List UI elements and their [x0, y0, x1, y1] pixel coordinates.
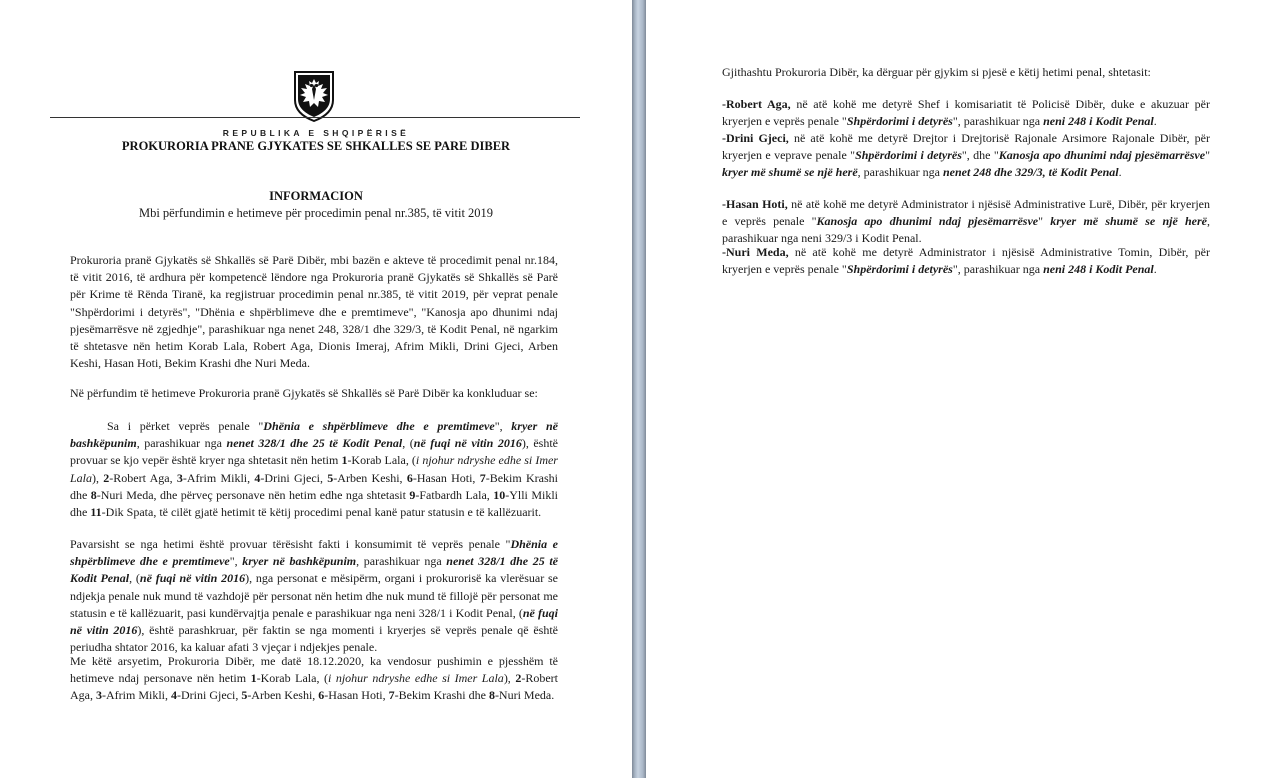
page-gutter	[632, 0, 646, 778]
paragraph-finding: Sa i përket veprës penale "Dhënia e shpërblimeve dhe e premtimeve", kryer në bashkëpunim, parashikuar nga nenet 328/1 dhe 25 të Kodit Penal, (në fuqi në vitin 2016), është provuar se kjo vepër është kryer nga shtetasit nën hetim 1-Korab Lala, (i njohur ndryshe edhe si Imer Lala), 2-Robert Aga, 3-Afrim Mikli, 4-Drini Gjeci, 5-Arben Keshi, 6-Hasan Hoti, 7-Bekim Krashi dhe 8-Nuri Meda, dhe përveç personave nën hetim edhe nga shtetasit 9-Fatbardh Lala, 10-Ylli Mikli dhe 11-Dik Spata, të cilët gjatë hetimit të këtij procedimi penal kanë patur statusin e të kallëzuarit.	[70, 419, 559, 520]
paragraph-decision: Me këtë arsyetim, Prokuroria Dibër, me datë 18.12.2020, ka vendosur pushimin e pjesshëm të hetimeve ndaj personave nën hetim 1-Korab Lala, (i njohur ndryshe edhe si Imer Lala), 2-Robert Aga, 3-Afrim Mikli, 4-Drini Gjeci, 5-Arben Keshi, 6-Hasan Hoti, 7-Bekim Krashi dhe 8-Nuri Meda.	[70, 654, 558, 703]
header-divider	[50, 117, 580, 118]
paragraph-prescription: Pavarsisht se nga hetimi është provuar tërësisht fakti i konsumimit të veprës penale "Dhënia e shpërblimeve dhe e premtimeve", kryer në bashkëpunim, parashikuar nga nenet 328/1 dhe 25 të Kodit Penal, (në fuqi në vitin 2016), nga personat e mësipërm, organi i prokurorisë ka vlerësuar se ndjekja penale nuk mund të vazhdojë për personat nën hetim dhe nuk mund të fillojë për personat me statusin e të kallëzuarit, pasi kundërvajtja penale e parashikuar nga neni 328/1 i Kodit Penal, (në fuqi në vitin 2016), është parashkruar, për faktin se nga momenti i kryerjes së veprës penale që është periudha shtator 2016, ka kaluar afati 3 vjeçar i ndjekjes penale.	[70, 537, 558, 655]
institution-name: PROKURORIA PRANE GJYKATES SE SHKALLES SE PARE DIBER	[121, 139, 511, 153]
accused-entry: -Robert Aga, në atë kohë me detyrë Shef i komisariatit të Policisë Dibër, duke e akuzuar për kryerjen e veprës penale "Shpërdorimi i detyrës", parashikuar nga neni 248 i Kodit Penal.	[722, 97, 1210, 129]
accused-entry: -Hasan Hoti, në atë kohë me detyrë Administrator i njësisë Administrative Lurë, Dibër, për kryerjen e veprës penale "Kanosja apo dhunimi ndaj pjesëmarrësve" kryer më shumë se një herë, parashikuar nga neni 329/3 i Kodit Penal.	[722, 197, 1211, 246]
accused-entry: -Drini Gjeci, në atë kohë me detyrë Drejtor i Drejtorisë Rajonale Arsimore Rajonale Dibër, për kryerjen e veprave penale "Shpërdorimi i detyrës", dhe "Kanosja apo dhunimi ndaj pjesëmarrësve" kryer më shumë se një herë, parashikuar nga nenet 248 dhe 329/3, të Kodit Penal.	[722, 131, 1210, 180]
republic-label: REPUBLIKA E SHQIPËRISË	[222, 128, 410, 138]
document-title: INFORMACION	[269, 189, 363, 203]
paragraph-registration: Prokuroria pranë Gjykatës së Shkallës së Parë Dibër, mbi bazën e akteve të procedimit penal nr.184, të vitit 2016, të ardhura për kompetencë lëndore nga Prokuroria pranë Gjykatës së Shkallës së Parë për Krime të Rënda Tiranë, ka regjistruar procedimin penal nr.385, të vitit 2019, për veprat penale "Shpërdorimi i detyrës", "Dhënia e shpërblimeve dhe e premtimeve", "Kanosja apo dhunimi ndaj pjesëmarrësve në zgjedhje", parashikuar nga nenet 248, 328/1 dhe 329/3, të Kodit Penal, në ngarkim të shtetasve nën hetim Korab Lala, Robert Aga, Dionis Imeraj, Afrim Mikli, Drini Gjeci, Arben Keshi, Hasan Hoti, Bekim Krashi dhe Nuri Meda.	[70, 253, 558, 371]
paragraph-indictment-intro: Gjithashtu Prokuroria Dibër, ka dërguar për gjykim si pjesë e këtij hetimi penal, shtetasit:	[722, 65, 1151, 79]
accused-entry: -Nuri Meda, në atë kohë me detyrë Administrator i njësisë Administrative Tomin, Dibër, për kryerjen e veprës penale "Shpërdorimi i detyrës", parashikuar nga neni 248 i Kodit Penal.	[722, 245, 1210, 277]
albanian-eagle-emblem-icon	[292, 70, 336, 122]
document-subtitle: Mbi përfundimin e hetimeve për procedimin penal nr.385, të vitit 2019	[138, 206, 494, 220]
paragraph-conclusion-intro: Në përfundim të hetimeve Prokuroria pranë Gjykatës së Shkallës së Parë Dibër ka konkluduar se:	[70, 386, 538, 400]
document-page-left	[0, 0, 632, 778]
